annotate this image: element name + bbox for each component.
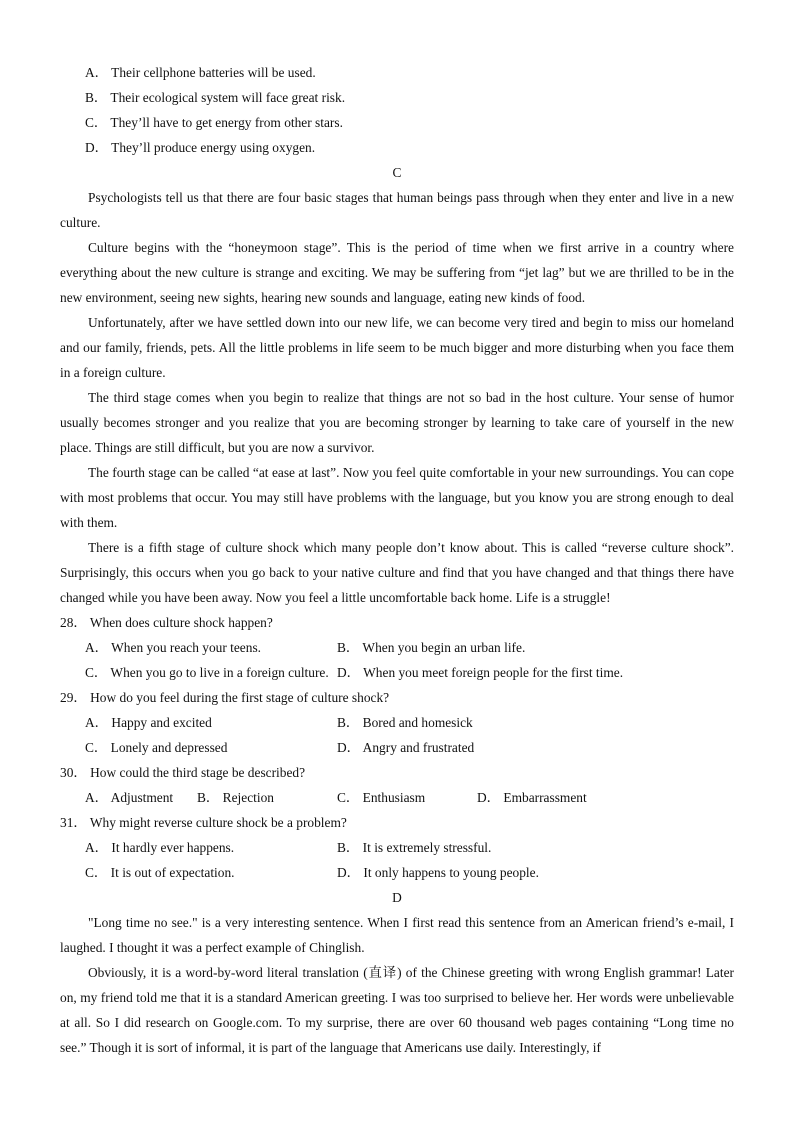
option-d: D． It only happens to young people. (337, 865, 539, 880)
q27-option-c: C． They’ll have to get energy from other stars. (85, 115, 343, 130)
section-c-passage (60, 185, 734, 610)
option-d: D． Embarrassment (477, 790, 587, 805)
section-d-heading: D (392, 890, 402, 905)
q27-option-b: B． Their ecological system will face great risk. (85, 90, 346, 105)
section-c-heading: C (392, 165, 402, 180)
question-stem: 29． How do you feel during the first stage of culture shock? (60, 690, 390, 705)
q27-option-d: D． They’ll produce energy using oxygen. (85, 140, 316, 155)
passage-paragraph: Culture begins with the “honeymoon stage”. This is the period of time when we first arrive in a country where everything about the new culture is strange and exciting. We may be suffering from “jet lag” but we are thrilled to be in the new environment, seeing new sights, hearing new sounds and language, eating new kinds of food. (60, 240, 734, 305)
option-a: A． When you reach your teens. (85, 640, 262, 655)
q27-options (60, 60, 734, 160)
passage-paragraph: There is a fifth stage of culture shock which many people don’t know about. This is called “reverse culture shock”. Surprisingly, this occurs when you go back to your native culture and find that you have changed and that things there have changed while you have been away. Now you feel a little uncomfortable back home. Life is a struggle! (60, 540, 734, 605)
option-b: B． When you begin an urban life. (337, 640, 526, 655)
option-b: B． Rejection (197, 790, 274, 805)
option-b: B． Bored and homesick (337, 715, 473, 730)
option-c: C． It is out of expectation. (85, 865, 235, 880)
option-a: A． Happy and excited (85, 715, 212, 730)
question-29 (60, 685, 734, 760)
question-stem: 30． How could the third stage be described? (60, 765, 306, 780)
option-c: C． Enthusiasm (337, 790, 426, 805)
question-stem: 28． When does culture shock happen? (60, 615, 273, 630)
option-d: D． Angry and frustrated (337, 740, 475, 755)
section-d-passage (60, 910, 734, 1060)
option-a: A． It hardly ever happens. (85, 840, 235, 855)
question-30 (60, 760, 734, 810)
passage-paragraph: Unfortunately, after we have settled down into our new life, we can become very tired and begin to miss our homeland and our family, friends, pets. All the little problems in life seem to be much bigger and more disturbing when you face them in a foreign culture. (60, 315, 734, 380)
option-d: D． When you meet foreign people for the first time. (337, 665, 624, 680)
question-stem: 31． Why might reverse culture shock be a problem? (60, 815, 347, 830)
passage-paragraph: Obviously, it is a word-by-word literal translation (直译) of the Chinese greeting with wrong English grammar! Later on, my friend told me that it is a standard American greeting. I was too surprised to believe her. Her words were unbelievable at all. So I did research on Google.com. To my surprise, there are over 60 thousand web pages containing “Long time no see.” Though it is sort of informal, it is part of the language that Americans use daily. Interestingly, if (60, 965, 734, 1055)
option-c: C． Lonely and depressed (85, 740, 228, 755)
option-b: B． It is extremely stressful. (337, 840, 492, 855)
passage-paragraph: Psychologists tell us that there are four basic stages that human beings pass through when they enter and live in a new culture. (60, 190, 734, 230)
question-28 (60, 610, 734, 685)
question-31 (60, 810, 734, 885)
passage-paragraph: The fourth stage can be called “at ease at last”. Now you feel quite comfortable in your new surroundings. You can cope with most problems that occur. You may still have problems with the language, but you know you are strong enough to deal with them. (60, 465, 734, 530)
passage-paragraph: "Long time no see." is a very interesting sentence. When I first read this sentence from an American friend’s e-mail, I laughed. I thought it was a perfect example of Chinglish. (60, 915, 734, 955)
option-a: A． Adjustment (85, 790, 174, 805)
q27-option-a: A． Their cellphone batteries will be used. (85, 65, 316, 80)
page-content (60, 60, 734, 1060)
passage-paragraph: The third stage comes when you begin to realize that things are not so bad in the host culture. Your sense of humor usually becomes stronger and you realize that you are becoming stronger by learning to take care of yourself in the new place. Things are still difficult, but you are now a survivor. (60, 390, 734, 455)
option-c: C． When you go to live in a foreign culture. (85, 665, 329, 680)
